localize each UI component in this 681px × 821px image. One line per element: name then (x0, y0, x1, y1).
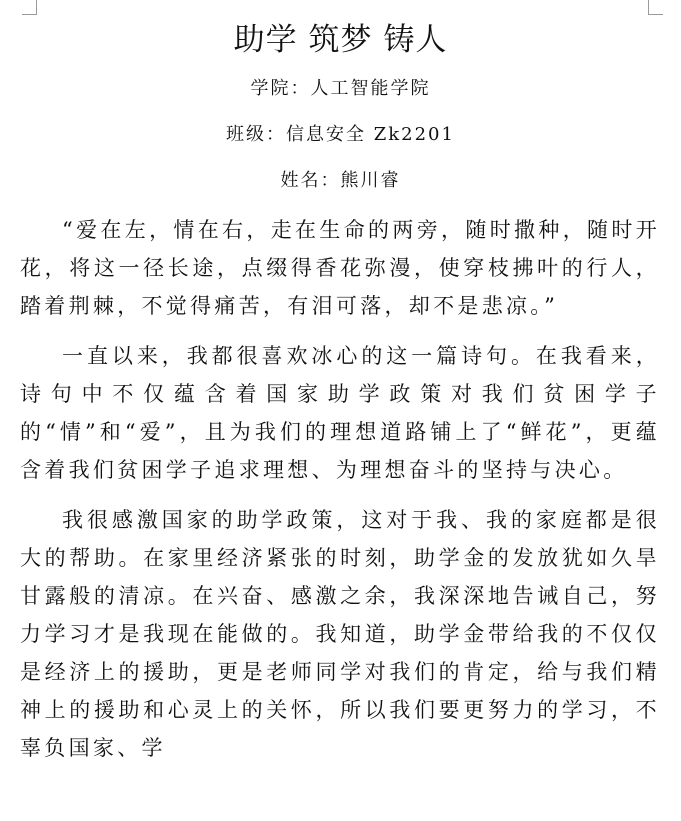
college-line: 学院：人工智能学院 (250, 78, 431, 99)
paragraph-gratitude: 我很感激国家的助学政策，这对于我、我的家庭都是很大的帮助。在家里经济紧张的时刻，助学金的发放犹如久旱甘露般的清凉。在兴奋、感激之余，我深深地告诫自己，努力学习才是我现在能做的。我知道，助学金带给我的不仅仅是经济上的援助，更是老师同学对我们的肯定，给与我们精神上的援助和心灵上的关怀，所以我们要更努力的学习，不辜负国家、学 (20, 508, 660, 760)
paragraph-quote: “爱在左，情在右，走在生命的两旁，随时撒种，随时开花，将这一径长途，点缀得香花弥漫，使穿枝拂叶的行人，踏着荆棘，不觉得痛苦，有泪可落，却不是悲凉。” (20, 218, 660, 318)
document-title: 助学 筑梦 铸人 (233, 22, 448, 58)
class-line: 班级：信息安全 Zk2201 (226, 124, 455, 145)
student-name-line: 姓名：熊川睿 (280, 170, 401, 191)
page-corner-mark-right (648, 0, 663, 15)
essay-body (20, 211, 660, 779)
paragraph-reflection: 一直以来，我都很喜欢冰心的这一篇诗句。在我看来，诗句中不仅蕴含着国家助学政策对我们贫困学子的“情”和“爱”，且为我们的理想道路铺上了“鲜花”，更蕴含着我们贫困学子追求理想、为理想奋斗的坚持与决心。 (20, 344, 660, 482)
page-corner-mark-left (22, 0, 37, 15)
